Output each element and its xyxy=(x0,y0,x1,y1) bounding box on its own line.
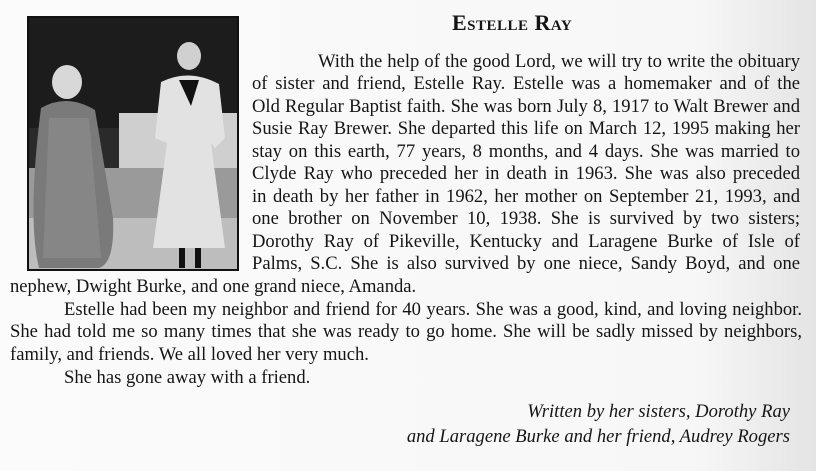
body-line: Old Regular Baptist faith. She was born July 8, 1917 to Walt Brewer and xyxy=(252,96,800,117)
body-line: one brother on November 10, 1938. She is survived by two sisters; xyxy=(252,208,800,229)
body-line: Palms, S.C. She is also survived by one niece, Sandy Boyd, and one xyxy=(252,253,800,274)
signature-line: and Laragene Burke and her friend, Audrey Rogers xyxy=(406,426,790,447)
body-line: family, and friends. We all loved her very much. xyxy=(10,344,369,365)
body-line: Clyde Ray who preceded her in death in 1963. She was also preceded xyxy=(252,163,800,184)
obituary-title: Estelle Ray xyxy=(452,10,573,35)
signature-line: Written by her sisters, Dorothy Ray xyxy=(527,401,790,422)
body-line: Susie Ray Brewer. She departed this life on March 12, 1995 making her xyxy=(252,118,800,139)
body-line: Dorothy Ray of Pikeville, Kentucky and Laragene Burke of Isle of xyxy=(252,231,800,252)
body-line: in death by her father in 1962, her mother on September 21, 1993, and xyxy=(252,186,800,207)
body-line: stay on this earth, 77 years, 8 months, and 4 days. She was married to xyxy=(252,141,800,162)
obituary-photo xyxy=(27,16,239,271)
body-line: Estelle had been my neighbor and friend for 40 years. She was a good, kind, and loving neighbor. xyxy=(64,299,802,320)
body-line: nephew, Dwight Burke, and one grand niece, Amanda. xyxy=(10,276,417,297)
body-line: of sister and friend, Estelle Ray. Estelle was a homemaker and of the xyxy=(252,73,800,94)
body-line: She has gone away with a friend. xyxy=(64,367,311,388)
body-line: She had told me so many times that she was ready to go home. She will be sadly missed by neighbors, xyxy=(10,321,802,342)
body-line: With the help of the good Lord, we will try to write the obituary xyxy=(318,51,800,72)
photo-of-two-women-icon xyxy=(29,18,239,271)
